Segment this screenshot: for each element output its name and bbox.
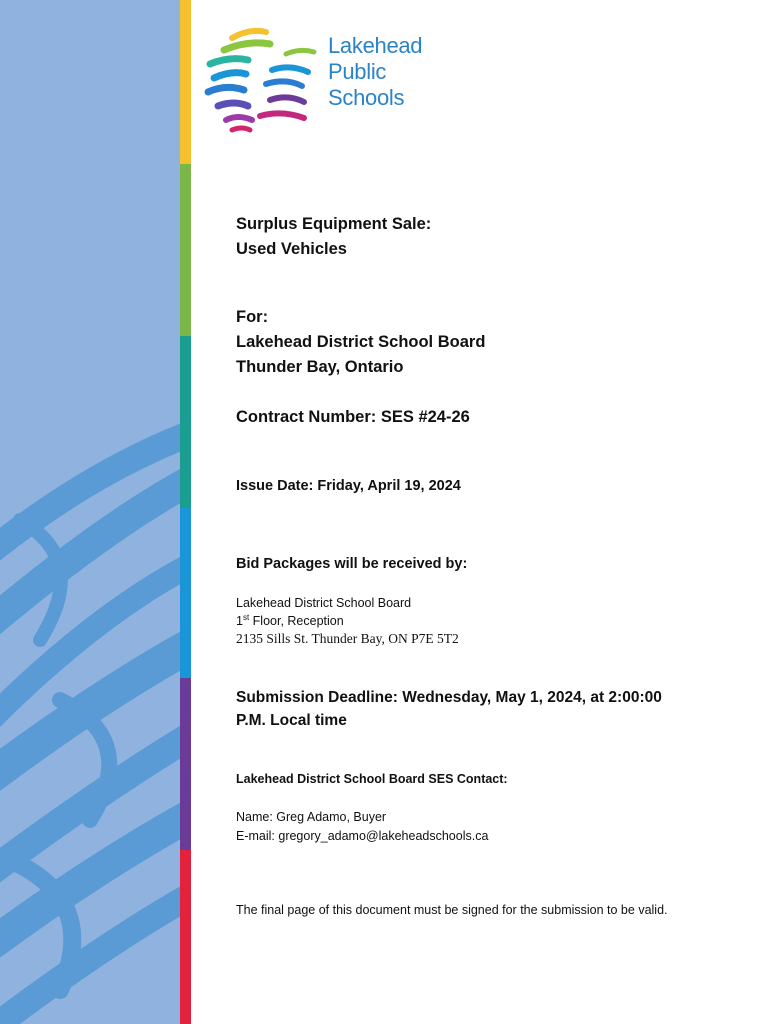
doc-title-line2: Used Vehicles xyxy=(236,240,347,258)
for-location: Thunder Bay, Ontario xyxy=(236,358,404,376)
deadline-line2: P.M. Local time xyxy=(236,712,347,729)
doc-title-line1: Surplus Equipment Sale: xyxy=(236,215,432,233)
logo-line: Lakehead xyxy=(328,33,423,58)
deadline-line1: Submission Deadline: Wednesday, May 1, 2024, at 2:00:00 xyxy=(236,689,662,706)
accent-stripe-yellow xyxy=(180,0,191,164)
logo-line: Schools xyxy=(328,85,405,110)
contact-email: E-mail: gregory_adamo@lakeheadschools.ca xyxy=(236,829,489,843)
accent-stripe-teal xyxy=(180,336,191,508)
bid-floor-text: Floor, Reception xyxy=(249,614,344,628)
for-organization: Lakehead District School Board xyxy=(236,333,486,351)
accent-stripe-blue xyxy=(180,508,191,678)
logo-line: Public xyxy=(328,59,387,84)
bid-floor xyxy=(236,612,344,630)
final-note: The final page of this document must be signed for the submission to be valid. xyxy=(236,903,668,917)
contact-heading: Lakehead District School Board SES Contact: xyxy=(236,772,508,786)
bid-floor-number: 1 xyxy=(236,614,243,628)
bid-floor-suffix: st xyxy=(242,612,250,622)
bid-heading: Bid Packages will be received by: xyxy=(236,556,468,572)
bid-address: 2135 Sills St. Thunder Bay, ON P7E 5T2 xyxy=(236,631,459,646)
contact-name: Name: Greg Adamo, Buyer xyxy=(236,810,387,824)
accent-stripe-purple xyxy=(180,678,191,850)
issue-date: Issue Date: Friday, April 19, 2024 xyxy=(236,478,461,494)
contract-number: Contract Number: SES #24-26 xyxy=(236,408,470,426)
for-label: For: xyxy=(236,308,269,326)
bid-organization: Lakehead District School Board xyxy=(236,596,412,610)
accent-stripe-green xyxy=(180,164,191,336)
accent-stripe-red xyxy=(180,850,191,1024)
decorative-sidebar xyxy=(0,0,180,1024)
brush-stroke-graphic xyxy=(0,0,180,1024)
logo-wordmark xyxy=(328,33,422,111)
